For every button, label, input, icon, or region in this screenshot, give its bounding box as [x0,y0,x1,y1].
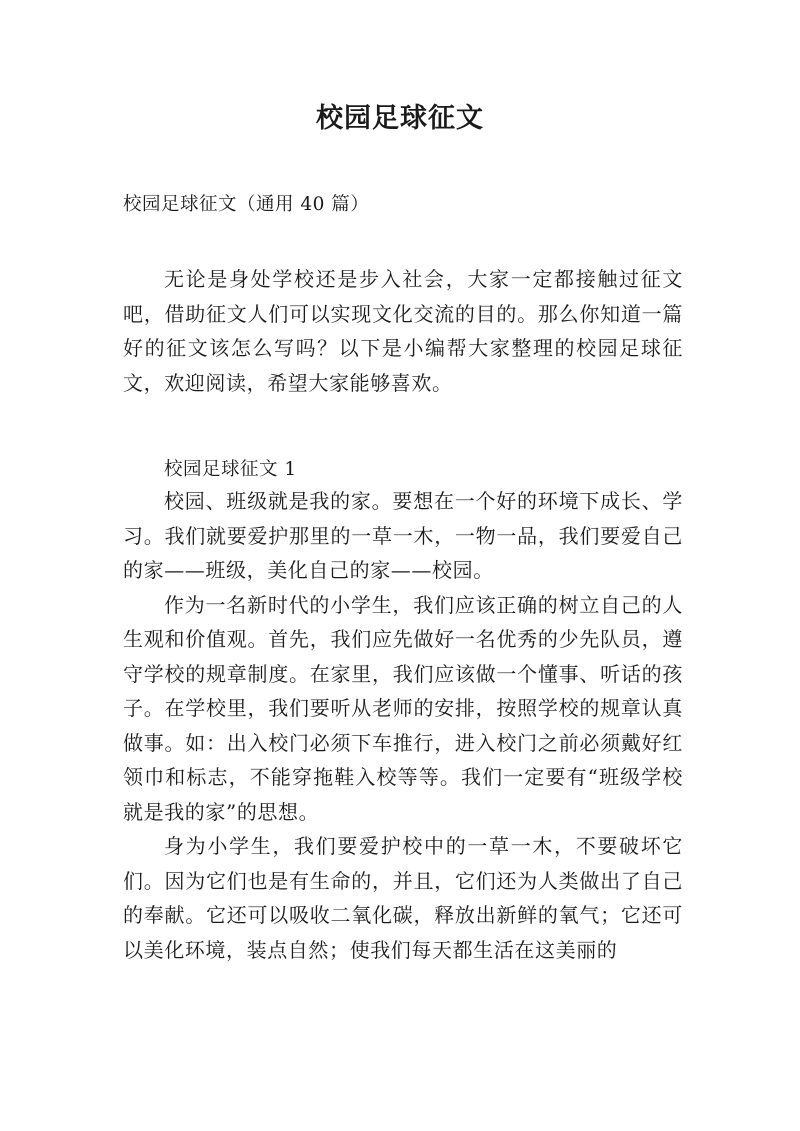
body-paragraph-2: 作为一名新时代的小学生，我们应该正确的树立自己的人生观和价值观。首先，我们应先做好一名优秀的少先队员，遵守学校的规章制度。在家里，我们应该做一个懂事、听话的孩子。在学校里，我们要听从老师的安排，按照学校的规章认真做事。如：出入校门必须下车推行，进入校门之前必须戴好红领巾和标志，不能穿拖鞋入校等等。我们一定要有“班级学校就是我的家”的思想。 [123,592,683,824]
intro-paragraph: 无论是身处学校还是步入社会，大家一定都接触过征文吧，借助征文人们可以实现文化交流的目的。那么你知道一篇好的征文该怎么写吗？以下是小编帮大家整理的校园足球征文，欢迎阅读，希望大家能够喜欢。 [123,267,683,395]
section-heading: 校园足球征文 1 [164,459,297,480]
intro-block [123,262,683,400]
essay-body [123,484,683,967]
body-paragraph-3: 身为小学生，我们要爱护校中的一草一木，不要破坏它们。因为它们也是有生命的，并且，它们还为人类做出了自己的奉献。它还可以吸收二氧化碳，释放出新鲜的氧气；它还可以美化环境，装点自然；使我们每天都生活在这美丽的 [123,834,683,962]
document-subtitle: 校园足球征文（通用 40 篇） [123,194,370,215]
document-title: 校园足球征文 [316,103,484,134]
body-paragraph-1: 校园、班级就是我的家。要想在一个好的环境下成长、学习。我们就要爱护那里的一草一木，一物一品，我们要爱自己的家——班级，美化自己的家——校园。 [123,489,683,582]
